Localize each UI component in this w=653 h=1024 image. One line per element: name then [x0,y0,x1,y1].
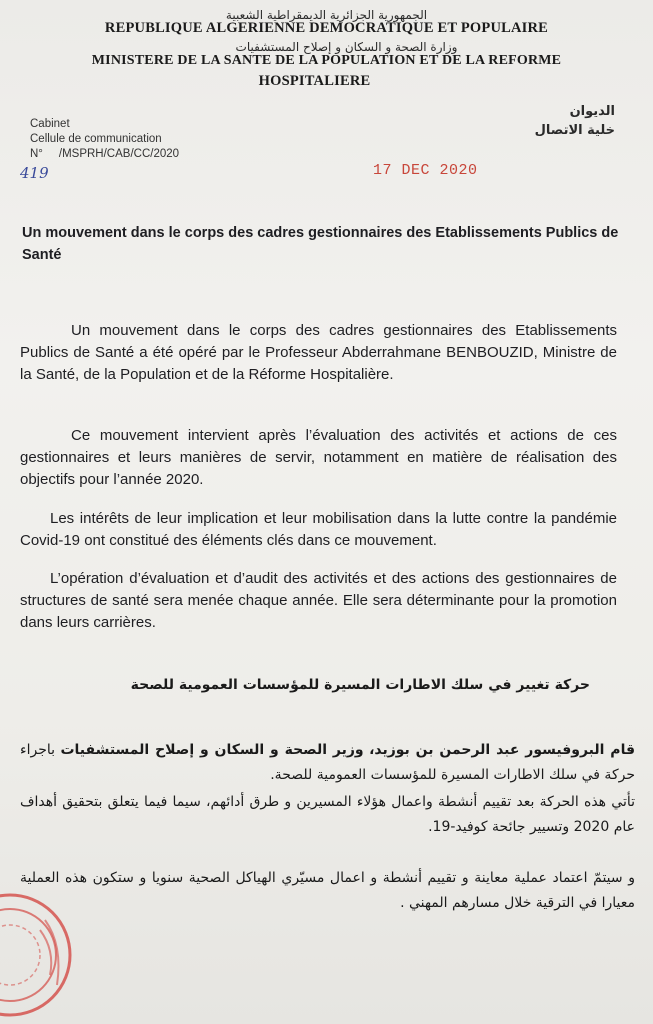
cabinet-label: Cabinet [30,118,70,130]
official-seal-stamp [0,890,75,1020]
cell-label-arabic: خلية الاتصال [534,123,615,138]
arabic-title: حركة تغيير في سلك الاطارات المسيرة للمؤسسات العمومية للصحة [130,677,590,693]
arabic-ministry-name: وزير الصحة و السكان و إصلاح المستشفيات [60,742,364,758]
cell-label: Cellule de communication [30,133,162,145]
arabic-paragraph-1 [20,738,635,788]
date-stamp: 17 DEC 2020 [373,162,478,179]
paragraph-fr-4: L’opération d’évaluation et d’audit des activités et des actions des gestionnaires de structures de santé sera menée chaque année. Elle sera déterminante pour la promotion dans leurs carrières. [20,570,617,631]
paragraph-fr-2: Ce mouvement intervient après l’évaluation des activités et actions de ces gestionnaires et leurs manières de servir, notamment en matière de réalisation des objectifs pour l’année 2020. [20,427,617,488]
handwritten-number: 419 [20,164,49,182]
reference-number: N° /MSPRH/CAB/CC/2020 [30,148,180,160]
sender-block-arabic [535,102,615,140]
arabic-paragraph-2: تأتي هذه الحركة بعد تقييم أنشطة واعمال هؤلاء المسيرين و طرق أدائهم، سيما فيما يتعلق بتحقيق أهداف عام 2020 وتسيير جائحة كوفيد-19. [20,794,635,835]
arabic-paragraph-1-text: باجراء حركة في سلك الاطارات المسيرة للمؤسسات العمومية للصحة. [20,742,635,783]
diwan-label: الديوان [569,104,615,119]
header-republic: REPUBLIQUE ALGERIENNE DEMOCRATIQUE ET POPULAIRE [104,20,549,36]
arabic-minister-name: قام البروفيسور عبد الرحمن بن بوزيد، [369,742,635,758]
sender-block [30,117,179,162]
paragraph-fr-3: Les intérêts de leur implication et leur mobilisation dans la lutte contre la pandémie Covid-19 ont constitué des éléments clés dans ce mouvement. [20,510,617,549]
header-ministry-line2: HOSPITALIERE [258,73,371,89]
header-arabic-ministry: وزارة الصحة و السكان و إصلاح المستشفيات [235,40,458,54]
header-ministry-line1: MINISTERE DE LA SANTE DE LA POPULATION ET DE LA REFORME [91,53,562,68]
arabic-paragraph-3: و سيتمّ اعتماد عملية معاينة و تقييم أنشطة و اعمال مسيّري الهياكل الصحية سنويا و ستكون هذه العملية معيارا في الترقية خلال مسارهم المهني . [20,870,635,911]
document-title: Un mouvement dans le corps des cadres gestionnaires des Etablissements Publics de Santé [22,225,619,263]
paragraph-fr-1: Un mouvement dans le corps des cadres gestionnaires des Etablissements Publics de Santé a été opéré par le Professeur Abderrahmane BENBOUZID, Ministre de la Santé, de la Population et de la Réforme Hospitalière. [20,322,617,383]
header-arabic-republic: الجمهورية الجزائرية الديمقراطية الشعبية [225,8,428,22]
